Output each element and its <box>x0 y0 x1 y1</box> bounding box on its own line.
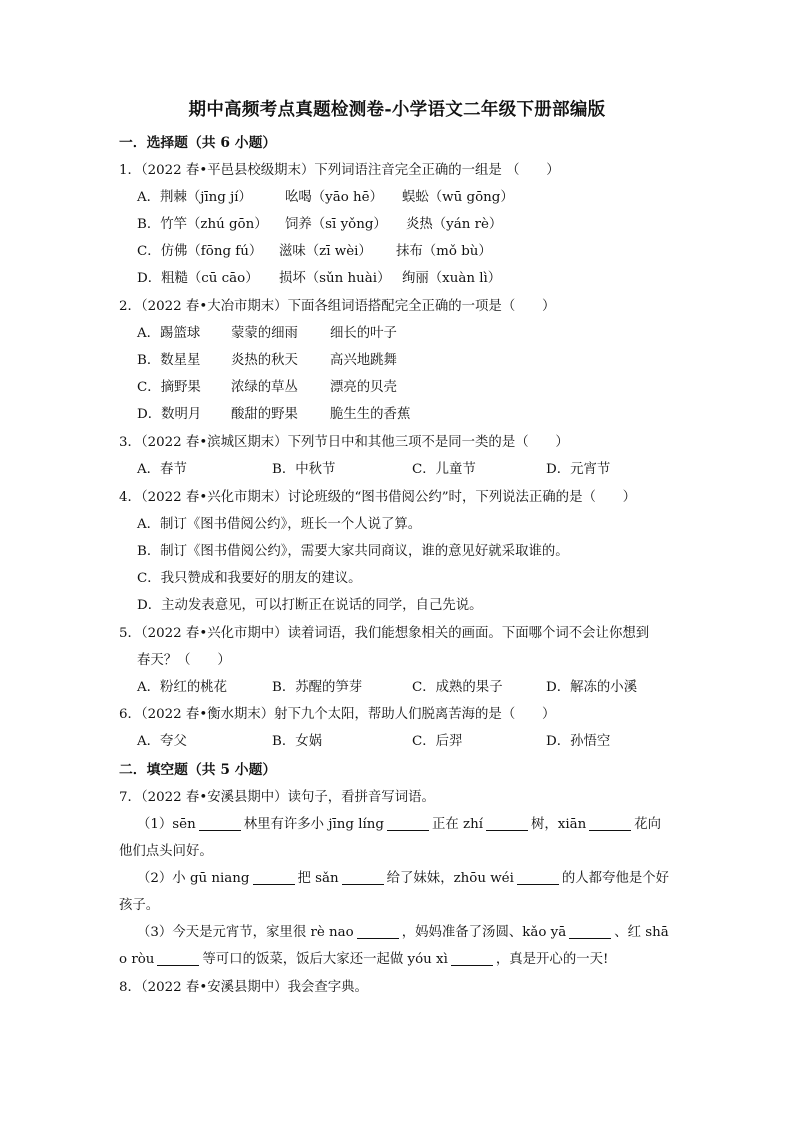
q7-part-2-line-2: 孩子。 <box>119 898 160 913</box>
q1-option-c-2: 滋味（zī wèi） <box>279 244 372 259</box>
q4-option-c: C．我只赞成和我要好的朋友的建议。 <box>137 571 362 586</box>
answer-blank[interactable] <box>157 951 199 966</box>
q3-option-d: D．元宵节 <box>546 462 611 477</box>
answer-blank[interactable] <box>387 816 429 831</box>
q2-option-c-2: 浓绿的草丛 <box>231 380 298 395</box>
q7-p3-text-a: （3）今天是元宵节，家里很 rè nao <box>137 925 354 940</box>
answer-blank[interactable] <box>517 870 559 885</box>
q7-p2-text-a: （2）小 gū niang <box>137 871 250 886</box>
q3-option-c: C．儿童节 <box>412 462 476 477</box>
question-6-stem: 6．（2022 春•衡水期末）射下九个太阳，帮助人们脱离苦海的是（ ） <box>119 707 556 722</box>
q7-p3-text-b: ，妈妈准备了汤圆、kǎo yā <box>401 925 567 940</box>
q6-option-d: D．孙悟空 <box>546 734 611 749</box>
q4-option-d: D．主动发表意见，可以打断正在说话的同学，自己先说。 <box>137 598 483 613</box>
q7-p3b-text-c: ，真是开心的一天! <box>495 952 609 967</box>
answer-blank[interactable] <box>357 924 399 939</box>
q5-option-b: B．苏醒的笋芽 <box>272 680 363 695</box>
q1-option-d-2: 损坏（sǔn huài） <box>279 271 391 286</box>
q4-option-b: B．制订《图书借阅公约》，需要大家共同商议，谁的意见好就采取谁的。 <box>137 544 569 559</box>
answer-blank[interactable] <box>589 816 631 831</box>
q2-option-c-3: 漂亮的贝壳 <box>330 380 397 395</box>
q2-option-b-3: 高兴地跳舞 <box>330 353 397 368</box>
question-8-stem: 8．（2022 春•安溪县期中）我会查字典。 <box>119 980 368 995</box>
q2-option-a-2: 蒙蒙的细雨 <box>231 326 298 341</box>
q7-part-2-line-1 <box>137 870 669 888</box>
answer-blank[interactable] <box>199 816 241 831</box>
q6-option-a: A．夸父 <box>137 734 187 749</box>
q1-option-a-2: 吆喝（yāo hē） <box>285 190 383 205</box>
question-1-stem: 1．（2022 春•平邑县校级期末）下列词语注音完全正确的一组是 （ ） <box>119 163 560 178</box>
q1-option-a-1: A．荆棘（jīng jí） <box>137 190 252 205</box>
q1-option-c-1: C．仿佛（fōng fú） <box>137 244 263 259</box>
q1-option-b-1: B．竹竿（zhú gōn） <box>137 217 268 232</box>
question-4-stem: 4．（2022 春•兴化市期末）讨论班级的“图书借阅公约”时，下列说法正确的是（ ） <box>119 490 637 505</box>
question-7-stem: 7．（2022 春•安溪县期中）读句子，看拼音写词语。 <box>119 790 435 805</box>
q1-option-a-3: 蜈蚣（wū gōng） <box>402 190 514 205</box>
page-title: 期中高频考点真题检测卷-小学语文二年级下册部编版 <box>188 100 606 120</box>
q7-part-1-line-2: 他们点头问好。 <box>119 844 213 859</box>
question-5-stem-line-1: 5．（2022 春•兴化市期中）读着词语，我们能想象相关的画面。下面哪个词不会让你想到 <box>119 626 650 641</box>
q7-part-1-line-1 <box>137 816 661 834</box>
answer-blank[interactable] <box>451 951 493 966</box>
q1-option-b-3: 炎热（yán rè） <box>406 217 503 232</box>
answer-blank[interactable] <box>342 870 384 885</box>
q5-option-a: A．粉红的桃花 <box>137 680 228 695</box>
q2-option-a-3: 细长的叶子 <box>330 326 397 341</box>
q2-option-d-2: 酸甜的野果 <box>231 407 298 422</box>
section-heading-choice: 一．选择题（共 6 小题） <box>119 135 277 151</box>
q2-option-b-1: B．数星星 <box>137 353 201 368</box>
question-5-stem-line-2: 春天？（ ） <box>137 653 231 668</box>
q1-option-c-3: 抹布（mǒ bù） <box>396 244 492 259</box>
q7-p3-text-c: 、红 shā <box>614 925 669 940</box>
q2-option-b-2: 炎热的秋天 <box>231 353 298 368</box>
answer-blank[interactable] <box>569 924 611 939</box>
q1-option-b-2: 饲养（sī yǒng） <box>285 217 387 232</box>
section-heading-fill: 二．填空题（共 5 小题） <box>119 762 277 778</box>
q7-p2-text-c: 给了妹妹，zhōu wéi <box>386 871 514 886</box>
q5-option-d: D．解冻的小溪 <box>546 680 638 695</box>
q7-p1-text-b: 林里有许多小 jīng líng <box>243 817 384 832</box>
q7-p1-text-c: 正在 zhí <box>431 817 483 832</box>
q5-option-c: C．成熟的果子 <box>412 680 503 695</box>
q3-option-a: A．春节 <box>137 462 187 477</box>
answer-blank[interactable] <box>486 816 528 831</box>
q3-option-b: B．中秋节 <box>272 462 336 477</box>
answer-blank[interactable] <box>253 870 295 885</box>
q2-option-d-3: 脆生生的香蕉 <box>330 407 411 422</box>
q7-p2-text-b: 把 sǎn <box>297 871 339 886</box>
q1-option-d-1: D．粗糙（cū cāo） <box>137 271 259 286</box>
q7-p3b-text-a: o ròu <box>119 952 155 967</box>
question-3-stem: 3．（2022 春•滨城区期末）下列节日中和其他三项不是同一类的是（ ） <box>119 435 569 450</box>
q2-option-a-1: A．踢篮球 <box>137 326 201 341</box>
q7-part-3-line-2 <box>119 951 608 969</box>
q7-p1-text-e: 花向 <box>634 817 661 832</box>
q7-part-3-line-1 <box>137 924 669 942</box>
q4-option-a: A．制订《图书借阅公约》，班长一个人说了算。 <box>137 517 422 532</box>
q7-p2-text-d: 的人都夸他是个好 <box>561 871 670 886</box>
q7-p3b-text-b: 等可口的饭菜，饭后大家还一起做 yóu xì <box>202 952 448 967</box>
q7-p1-text-d: 树，xiān <box>530 817 587 832</box>
q1-option-d-3: 绚丽（xuàn lì） <box>402 271 502 286</box>
q2-option-d-1: D．数明月 <box>137 407 202 422</box>
q6-option-b: B．女娲 <box>272 734 323 749</box>
question-2-stem: 2．（2022 春•大冶市期末）下面各组词语搭配完全正确的一项是（ ） <box>119 299 556 314</box>
q2-option-c-1: C．摘野果 <box>137 380 201 395</box>
q7-p1-text-a: （1）sēn <box>137 817 196 832</box>
q6-option-c: C．后羿 <box>412 734 463 749</box>
